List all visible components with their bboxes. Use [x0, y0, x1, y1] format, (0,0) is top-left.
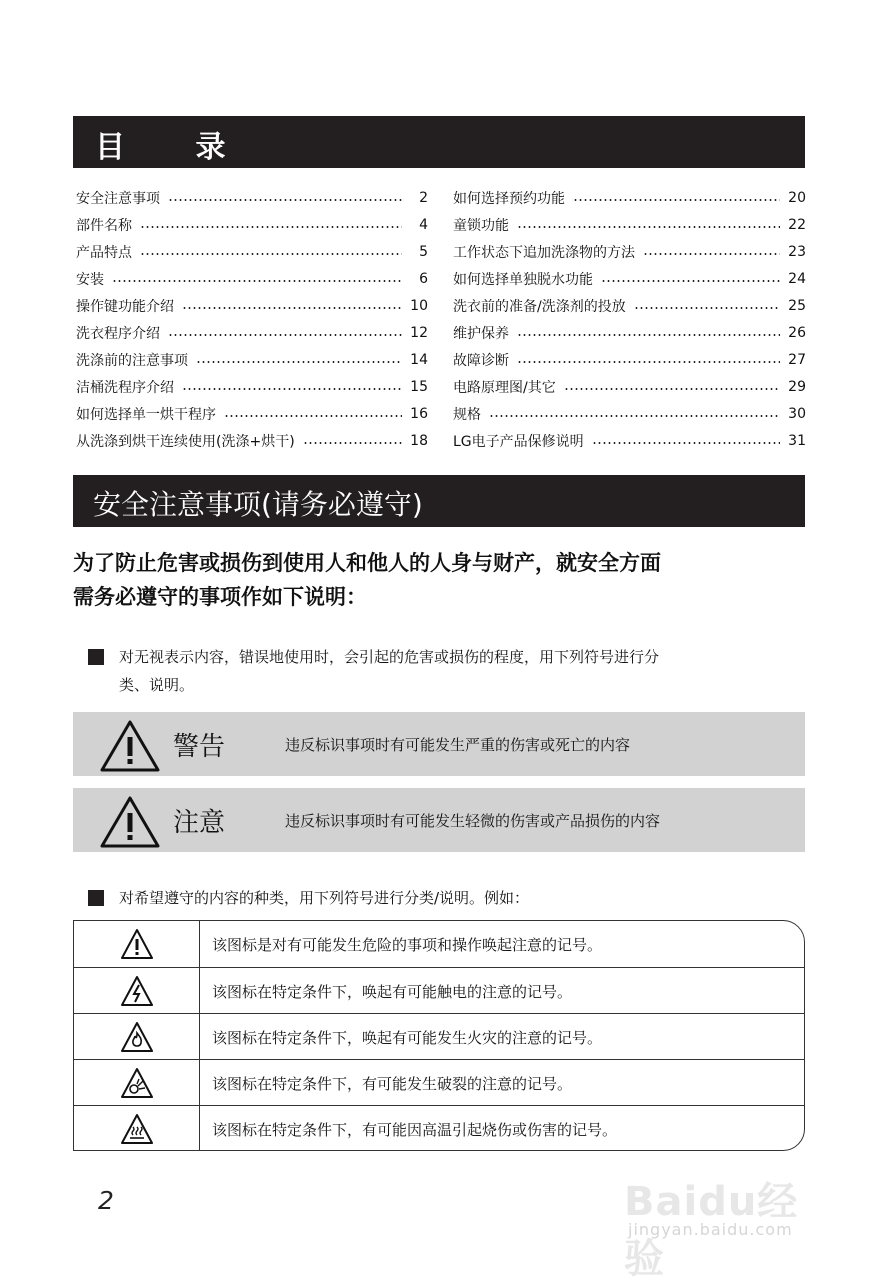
toc-leader-dots	[182, 307, 402, 309]
toc-entry[interactable]	[453, 184, 806, 211]
toc-entry[interactable]	[76, 319, 428, 346]
toc-entry-label: 工作状态下追加洗涤物的方法	[453, 244, 635, 261]
toc-entry-label: 从洗涤到烘干连续使用(洗涤+烘干)	[76, 433, 295, 450]
toc-entry-label: 洁桶洗程序介绍	[76, 379, 174, 396]
toc-entry-label: LG电子产品保修说明	[453, 433, 584, 450]
toc-entry-page: 29	[788, 378, 806, 395]
toc-leader-dots	[517, 334, 780, 336]
toc-leader-dots	[573, 199, 780, 201]
toc-entry-page: 14	[410, 351, 428, 368]
explosion-icon	[120, 1067, 154, 1099]
toc-entry[interactable]	[76, 184, 428, 211]
toc-entry[interactable]	[453, 292, 806, 319]
toc-entry[interactable]	[453, 373, 806, 400]
symbol-row	[74, 967, 804, 1014]
fire-icon	[120, 1021, 154, 1053]
toc-entry-page: 27	[788, 351, 806, 368]
toc-leader-dots	[517, 226, 780, 228]
toc-leader-dots	[564, 388, 780, 390]
toc-entry-label: 规格	[453, 406, 481, 423]
warning-heading: 警告	[173, 732, 226, 762]
symbol-row	[74, 921, 804, 967]
warning-triangle-icon	[99, 719, 161, 773]
toc-entry-page: 26	[788, 324, 806, 341]
symbol-description: 该图标在特定条件下，有可能发生破裂的注意的记号。	[212, 1074, 573, 1093]
toc-entry-page: 22	[788, 216, 806, 233]
toc-entry-page: 23	[788, 243, 806, 260]
bullet-square-icon	[88, 649, 104, 665]
toc-entry-page: 12	[410, 324, 428, 341]
toc-entry-label: 维护保养	[453, 325, 509, 342]
toc-right-column	[453, 184, 806, 454]
toc-entry[interactable]	[453, 346, 806, 373]
toc-entry-page: 16	[410, 405, 428, 422]
toc-leader-dots	[196, 361, 402, 363]
toc-leader-dots	[601, 280, 780, 282]
toc-leader-dots	[112, 280, 402, 282]
symbol-description: 该图标在特定条件下，唤起有可能发生火灾的注意的记号。	[212, 1028, 603, 1047]
symbol-description: 该图标是对有可能发生危险的事项和操作唤起注意的记号。	[212, 935, 603, 954]
toc-entry-label: 如何选择单独脱水功能	[453, 271, 593, 288]
toc-leader-dots	[140, 253, 402, 255]
toc-leader-dots	[303, 442, 402, 444]
toc-entry-page: 25	[788, 297, 806, 314]
safety-header-bar	[73, 475, 805, 527]
toc-leader-dots	[224, 415, 402, 417]
toc-leader-dots	[634, 307, 780, 309]
toc-leader-dots	[489, 415, 780, 417]
toc-entry-page: 5	[419, 243, 428, 260]
classification-note-line: 类、说明。	[119, 676, 195, 694]
classification-note	[88, 643, 808, 699]
toc-leader-dots	[140, 226, 402, 228]
symbol-row	[74, 1105, 804, 1151]
caution-heading: 注意	[173, 808, 226, 838]
toc-entry[interactable]	[453, 427, 806, 454]
toc-entry[interactable]	[453, 400, 806, 427]
toc-entry-label: 操作键功能介绍	[76, 298, 174, 315]
symbol-row	[74, 1059, 804, 1106]
safety-title: 安全注意事项(请务必遵守)	[93, 488, 423, 521]
toc-entry-label: 童锁功能	[453, 217, 509, 234]
toc-entry-page: 6	[419, 270, 428, 287]
toc-entry-page: 31	[788, 432, 806, 449]
toc-entry-label: 洗涤前的注意事项	[76, 352, 188, 369]
toc-entry-page: 15	[410, 378, 428, 395]
toc-entry[interactable]	[453, 319, 806, 346]
toc-entry[interactable]	[453, 265, 806, 292]
safety-intro-line: 为了防止危害或损伤到使用人和他人的人身与财产，就安全方面	[73, 551, 661, 575]
toc-entry-label: 故障诊断	[453, 352, 509, 369]
toc-leader-dots	[168, 199, 402, 201]
symbol-table	[73, 920, 805, 1151]
toc-entry-label: 洗衣程序介绍	[76, 325, 160, 342]
page-number: 2	[98, 1186, 114, 1215]
toc-left-column	[76, 184, 428, 454]
warning-description: 违反标识事项时有可能发生严重的伤害或死亡的内容	[285, 736, 631, 754]
toc-entry[interactable]	[76, 292, 428, 319]
toc-entry-label: 安装	[76, 271, 104, 288]
electric-shock-icon	[120, 975, 154, 1007]
toc-entry-label: 洗衣前的准备/洗涤剂的投放	[453, 298, 626, 315]
caution-triangle-icon	[99, 795, 161, 849]
toc-entry[interactable]	[453, 211, 806, 238]
toc-entry-page: 24	[788, 270, 806, 287]
toc-entry[interactable]	[76, 265, 428, 292]
toc-entry[interactable]	[453, 238, 806, 265]
toc-entry[interactable]	[76, 346, 428, 373]
toc-entry-page: 18	[410, 432, 428, 449]
toc-entry-label: 产品特点	[76, 244, 132, 261]
toc-entry-page: 20	[788, 189, 806, 206]
symbol-note	[88, 884, 808, 912]
toc-entry[interactable]	[76, 373, 428, 400]
warning-box	[73, 712, 805, 776]
caution-box	[73, 788, 805, 852]
symbol-description: 该图标在特定条件下，有可能因高温引起烧伤或伤害的记号。	[212, 1120, 618, 1139]
toc-entry[interactable]	[76, 400, 428, 427]
toc-leader-dots	[517, 361, 780, 363]
toc-entry-label: 如何选择预约功能	[453, 190, 565, 207]
bullet-square-icon	[88, 890, 104, 906]
classification-note-line: 对无视表示内容，错误地使用时，会引起的危害或损伤的程度，用下列符号进行分	[119, 648, 660, 666]
symbol-description: 该图标在特定条件下，唤起有可能触电的注意的记号。	[212, 982, 573, 1001]
safety-intro-line: 需务必遵守的事项作如下说明：	[73, 585, 367, 609]
toc-entry-label: 如何选择单一烘干程序	[76, 406, 216, 423]
exclamation-triangle-icon	[120, 928, 154, 960]
hot-surface-icon	[120, 1113, 154, 1145]
toc-entry[interactable]	[76, 427, 428, 454]
safety-intro	[73, 546, 813, 614]
toc-entry-page: 2	[419, 189, 428, 206]
toc-entry-page: 30	[788, 405, 806, 422]
caution-description: 违反标识事项时有可能发生轻微的伤害或产品损伤的内容	[285, 812, 661, 830]
symbol-note-text: 对希望遵守的内容的种类，用下列符号进行分类/说明。例如：	[119, 889, 530, 907]
toc-entry-label: 部件名称	[76, 217, 132, 234]
toc-entry[interactable]	[76, 211, 428, 238]
toc-title: 目 录	[95, 130, 256, 165]
baidu-watermark	[620, 1150, 830, 1282]
toc-header-bar	[73, 116, 805, 168]
watermark-brand: Baidu经验	[624, 1179, 799, 1282]
watermark-url: jingyan.baidu.com	[628, 1220, 793, 1239]
toc-entry-label: 安全注意事项	[76, 190, 160, 207]
toc-entry-page: 4	[419, 216, 428, 233]
toc-leader-dots	[182, 388, 402, 390]
toc-entry-page: 10	[410, 297, 428, 314]
toc-leader-dots	[592, 442, 780, 444]
symbol-row	[74, 1013, 804, 1060]
toc-leader-dots	[168, 334, 402, 336]
toc-entry-label: 电路原理图/其它	[453, 379, 556, 396]
toc-entry[interactable]	[76, 238, 428, 265]
toc-leader-dots	[643, 253, 780, 255]
